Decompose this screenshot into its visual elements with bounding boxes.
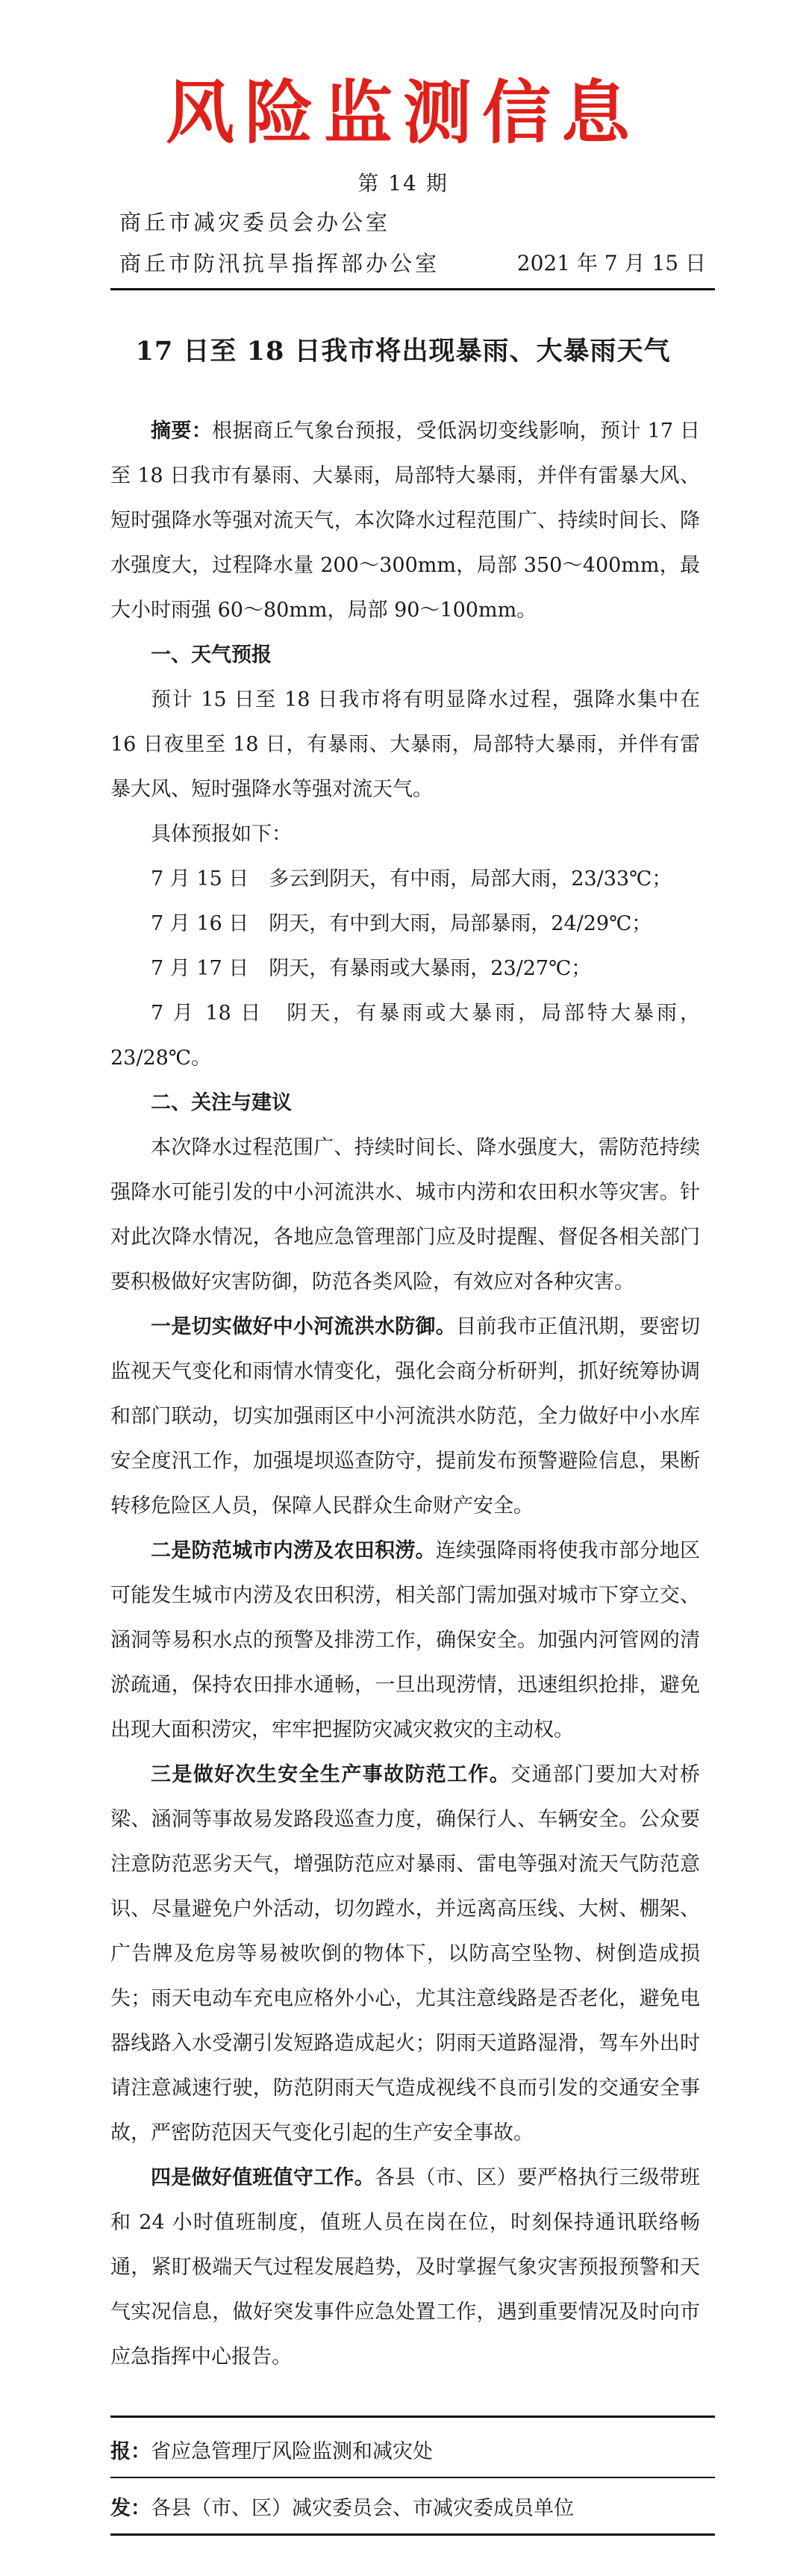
advice-text: 各县（市、区）要严格执行三级带班和 24 小时值班制度，值班人员在岗在位，时刻保持通讯联络畅通，紧盯极端天气过程发展趋势，及时掌握气象灾害预报预警和天气实况信息，做好突发事件应急处置工作，遇到重要情况及时向市应急指挥中心报告。 xyxy=(110,2166,701,2368)
advice-item xyxy=(110,2156,700,2380)
forecast-line: 7 月 15 日 多云到阴天，有中雨，局部大雨，23/33℃； xyxy=(151,867,672,891)
abstract-paragraph xyxy=(110,409,700,633)
report-text: 省应急管理厅风险监测和减灾处 xyxy=(151,2440,433,2463)
advice-item xyxy=(110,1305,700,1529)
masthead-title: 风险监测信息 xyxy=(165,73,640,153)
paragraph: 预计 15 日至 18 日我市将有明显降水过程，强降水集中在 16 日夜里至 18 日，有暴雨、大暴雨，局部特大暴雨，并伴有雷暴大风、短时强降水等强对流天气。 xyxy=(110,688,700,801)
issue-date: 2021 年 7 月 15 日 xyxy=(516,251,706,275)
forecast-intro: 具体预报如下： xyxy=(151,823,292,846)
section-heading: 一、天气预报 xyxy=(151,643,272,667)
send-label: 发： xyxy=(110,2497,151,2520)
issuing-office-1: 商丘市减灾委员会办公室 xyxy=(119,210,391,235)
forecast-line: 7 月 16 日 阴天，有中到大雨，局部暴雨，24/29℃； xyxy=(151,912,652,935)
send-text: 各县（市、区）减灾委员会、市减灾委成员单位 xyxy=(151,2497,574,2520)
report-label: 报： xyxy=(110,2440,151,2463)
forecast-line: 7 月 17 日 阴天，有暴雨或大暴雨，23/27℃； xyxy=(151,957,592,980)
advice-lead: 三是做好次生安全生产事故防范工作。 xyxy=(151,1763,511,1786)
section-heading: 二、关注与建议 xyxy=(151,1091,292,1114)
issuing-office-2: 商丘市防汛抗旱指挥部办公室 xyxy=(119,251,440,276)
issue-number: 第 14 期 xyxy=(357,171,449,196)
advice-text: 目前我市正值汛期，要密切监视天气变化和雨情水情变化，强化会商分析研判，抓好统筹协调和部门联动，切实加强雨区中小河流洪水防范，全力做好中小水库安全度汛工作，加强堤坝巡查防守，提前发布预警避险信息，果断转移危险区人员，保障人民群众生命财产安全。 xyxy=(110,1315,701,1518)
advice-lead: 四是做好值班值守工作。 xyxy=(151,2166,375,2189)
header-divider xyxy=(110,288,715,290)
abstract-text: 根据商丘气象台预报，受低涡切变线影响，预计 17 日至 18 日我市有暴雨、大暴雨，局部特大暴雨，并伴有雷暴大风、短时强降水等强对流天气，本次降水过程范围广、持续时间长、降水强度大，过程降水量 200～300mm，局部 350～400mm，最大小时雨强 60～80mm，局部 90～100mm。 xyxy=(110,420,700,622)
advice-lead: 二是防范城市内涝及农田积涝。 xyxy=(151,1539,436,1562)
advice-item xyxy=(110,1529,700,1753)
send-line xyxy=(110,2492,707,2521)
abstract-label: 摘要： xyxy=(151,420,213,443)
advice-text: 交通部门要加大对桥梁、涵洞等事故易发路段巡查力度，确保行人、车辆安全。公众要注意防范恶劣天气，增强防范应对暴雨、雷电等强对流天气防范意识、尽量避免户外活动，切勿蹚水，并远离高压线、大树、棚架、广告牌及危房等易被吹倒的物体下，以防高空坠物、树倒造成损失；雨天电动车充电应格外小心，尤其注意线路是否老化，避免电器线路入水受潮引发短路造成起火；阴雨天道路湿滑，驾车外出时请注意减速行驶，防范阴雨天气造成视线不良而引发的交通安全事故，严密防范因天气变化引起的生产安全事故。 xyxy=(110,1763,701,2145)
advice-item xyxy=(110,1753,700,2156)
document-title: 17 日至 18 日我市将出现暴雨、大暴雨天气 xyxy=(135,336,671,367)
forecast-line: 7 月 18 日 阴天，有暴雨或大暴雨，局部特大暴雨，23/28℃。 xyxy=(110,1002,700,1070)
advice-text: 连续强降雨将使我市部分地区可能发生城市内涝及农田积涝，相关部门需加强对城市下穿立交、涵洞等易积水点的预警及排涝工作，确保安全。加强内河管网的清淤疏通，保持农田排水通畅，一旦出现涝情，迅速组织抢排，避免出现大面积涝灾，牢牢把握防灾减灾救灾的主动权。 xyxy=(110,1539,701,1741)
advice-lead: 一是切实做好中小河流洪水防御。 xyxy=(151,1315,457,1338)
report-line xyxy=(110,2435,707,2464)
footer-divider-bottom xyxy=(110,2533,715,2536)
paragraph: 本次降水过程范围广、持续时间长、降水强度大，需防范持续强降水可能引发的中小河流洪水、城市内涝和农田积水等灾害。针对此次降水情况，各地应急管理部门应及时提醒、督促各相关部门要积极做好灾害防御，防范各类风险，有效应对各种灾害。 xyxy=(110,1136,700,1294)
footer-divider-mid xyxy=(110,2477,715,2478)
document-body xyxy=(110,409,700,2380)
footer-divider-top xyxy=(110,2416,715,2418)
